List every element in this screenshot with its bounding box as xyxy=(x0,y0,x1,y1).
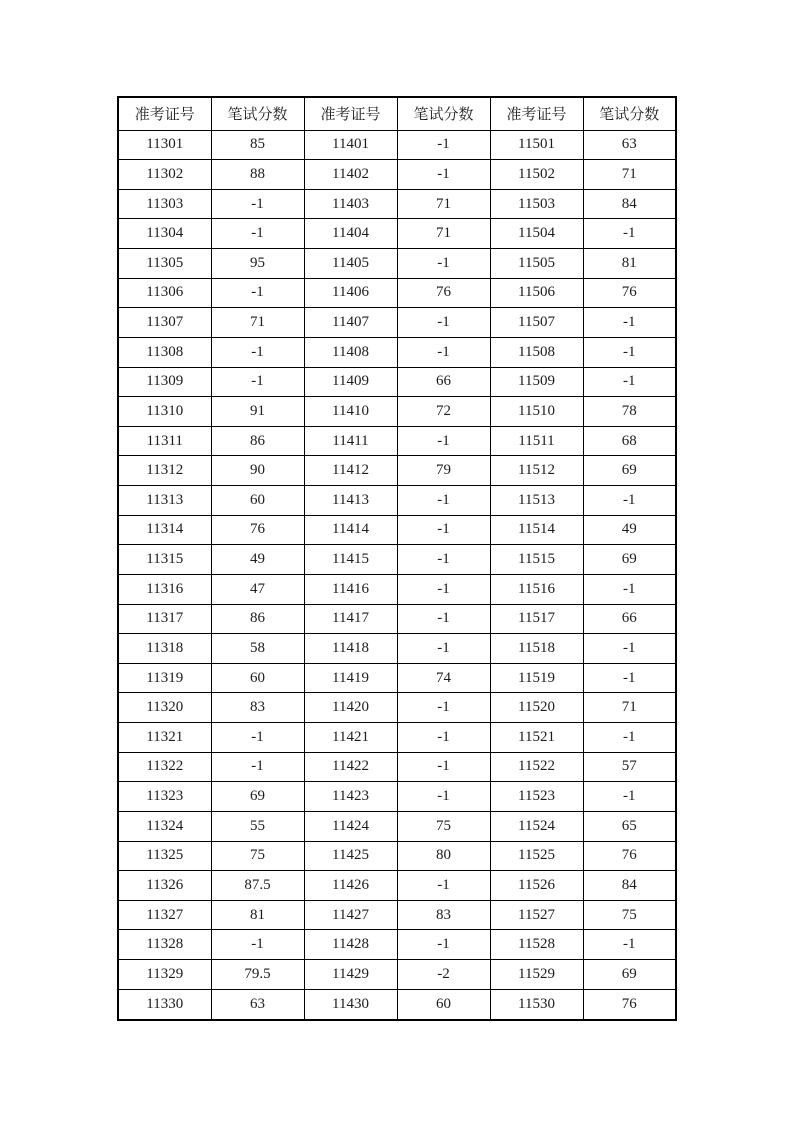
ticket-number-cell: 11303 xyxy=(118,189,211,219)
score-cell: -1 xyxy=(583,367,676,397)
score-cell: 91 xyxy=(211,397,304,427)
score-cell: 86 xyxy=(211,604,304,634)
table-row xyxy=(118,249,676,279)
table-row xyxy=(118,545,676,575)
ticket-number-cell: 11401 xyxy=(304,130,397,160)
ticket-number-cell: 11425 xyxy=(304,841,397,871)
table-row xyxy=(118,723,676,753)
ticket-number-cell: 11423 xyxy=(304,782,397,812)
ticket-number-cell: 11313 xyxy=(118,486,211,516)
ticket-number-cell: 11405 xyxy=(304,249,397,279)
table-row xyxy=(118,456,676,486)
ticket-number-cell: 11315 xyxy=(118,545,211,575)
exam-score-table xyxy=(117,96,677,1021)
ticket-number-cell: 11527 xyxy=(490,900,583,930)
ticket-number-cell: 11502 xyxy=(490,160,583,190)
score-cell: 76 xyxy=(583,841,676,871)
score-cell: -1 xyxy=(397,249,490,279)
ticket-number-cell: 11327 xyxy=(118,900,211,930)
ticket-number-cell: 11507 xyxy=(490,308,583,338)
score-cell: 58 xyxy=(211,634,304,664)
table-row xyxy=(118,752,676,782)
ticket-number-cell: 11526 xyxy=(490,871,583,901)
score-cell: -1 xyxy=(397,426,490,456)
score-cell: -1 xyxy=(583,486,676,516)
ticket-number-cell: 11409 xyxy=(304,367,397,397)
score-cell: -1 xyxy=(397,515,490,545)
score-cell: 81 xyxy=(211,900,304,930)
table-row xyxy=(118,960,676,990)
ticket-number-cell: 11413 xyxy=(304,486,397,516)
ticket-number-cell: 11316 xyxy=(118,574,211,604)
ticket-number-cell: 11430 xyxy=(304,989,397,1020)
ticket-number-cell: 11512 xyxy=(490,456,583,486)
ticket-number-cell: 11319 xyxy=(118,663,211,693)
score-cell: 66 xyxy=(583,604,676,634)
ticket-number-cell: 11420 xyxy=(304,693,397,723)
score-cell: -1 xyxy=(583,574,676,604)
ticket-number-cell: 11322 xyxy=(118,752,211,782)
score-cell: 60 xyxy=(211,663,304,693)
ticket-number-cell: 11508 xyxy=(490,337,583,367)
score-cell: 71 xyxy=(211,308,304,338)
score-cell: -1 xyxy=(397,545,490,575)
score-cell: 85 xyxy=(211,130,304,160)
ticket-number-cell: 11428 xyxy=(304,930,397,960)
ticket-number-cell: 11501 xyxy=(490,130,583,160)
table-row xyxy=(118,782,676,812)
table-row xyxy=(118,397,676,427)
ticket-number-cell: 11518 xyxy=(490,634,583,664)
ticket-number-cell: 11417 xyxy=(304,604,397,634)
score-cell: -1 xyxy=(583,308,676,338)
ticket-number-cell: 11308 xyxy=(118,337,211,367)
score-cell: 71 xyxy=(583,693,676,723)
score-cell: -1 xyxy=(397,693,490,723)
ticket-number-cell: 11310 xyxy=(118,397,211,427)
ticket-number-cell: 11317 xyxy=(118,604,211,634)
ticket-number-cell: 11320 xyxy=(118,693,211,723)
score-cell: 63 xyxy=(583,130,676,160)
ticket-number-cell: 11513 xyxy=(490,486,583,516)
ticket-number-cell: 11403 xyxy=(304,189,397,219)
score-cell: 71 xyxy=(397,219,490,249)
ticket-number-cell: 11328 xyxy=(118,930,211,960)
score-cell: -1 xyxy=(397,723,490,753)
score-cell: -1 xyxy=(583,337,676,367)
ticket-number-cell: 11514 xyxy=(490,515,583,545)
score-cell: -1 xyxy=(583,782,676,812)
ticket-number-cell: 11503 xyxy=(490,189,583,219)
score-cell: 78 xyxy=(583,397,676,427)
ticket-number-cell: 11324 xyxy=(118,811,211,841)
ticket-number-cell: 11519 xyxy=(490,663,583,693)
score-cell: 71 xyxy=(583,160,676,190)
ticket-number-cell: 11505 xyxy=(490,249,583,279)
ticket-number-cell: 11402 xyxy=(304,160,397,190)
ticket-number-cell: 11421 xyxy=(304,723,397,753)
ticket-number-cell: 11525 xyxy=(490,841,583,871)
ticket-number-header: 准考证号 xyxy=(118,97,211,130)
score-cell: 83 xyxy=(211,693,304,723)
ticket-number-cell: 11330 xyxy=(118,989,211,1020)
score-cell: 76 xyxy=(583,989,676,1020)
table-header xyxy=(118,97,676,130)
score-cell: -1 xyxy=(211,278,304,308)
score-cell: -2 xyxy=(397,960,490,990)
ticket-number-cell: 11522 xyxy=(490,752,583,782)
score-cell: 80 xyxy=(397,841,490,871)
table-row xyxy=(118,663,676,693)
ticket-number-cell: 11429 xyxy=(304,960,397,990)
table-row xyxy=(118,811,676,841)
table-row xyxy=(118,219,676,249)
score-cell: -1 xyxy=(583,634,676,664)
ticket-number-cell: 11321 xyxy=(118,723,211,753)
score-cell: -1 xyxy=(397,160,490,190)
ticket-number-cell: 11305 xyxy=(118,249,211,279)
score-cell: -1 xyxy=(211,367,304,397)
ticket-number-cell: 11312 xyxy=(118,456,211,486)
score-cell: -1 xyxy=(397,871,490,901)
ticket-number-cell: 11326 xyxy=(118,871,211,901)
table-row xyxy=(118,693,676,723)
score-cell: -1 xyxy=(211,337,304,367)
score-cell: -1 xyxy=(397,634,490,664)
score-cell: 69 xyxy=(211,782,304,812)
ticket-number-cell: 11309 xyxy=(118,367,211,397)
ticket-number-cell: 11410 xyxy=(304,397,397,427)
ticket-number-cell: 11517 xyxy=(490,604,583,634)
table-row xyxy=(118,574,676,604)
score-cell: -1 xyxy=(211,189,304,219)
score-cell: 55 xyxy=(211,811,304,841)
score-cell: 83 xyxy=(397,900,490,930)
score-cell: -1 xyxy=(397,782,490,812)
ticket-number-cell: 11523 xyxy=(490,782,583,812)
score-cell: 84 xyxy=(583,189,676,219)
table-row xyxy=(118,367,676,397)
ticket-number-cell: 11414 xyxy=(304,515,397,545)
table-row xyxy=(118,308,676,338)
score-cell: -1 xyxy=(397,574,490,604)
table-row xyxy=(118,337,676,367)
score-cell: 75 xyxy=(397,811,490,841)
score-cell: 88 xyxy=(211,160,304,190)
score-cell: 75 xyxy=(583,900,676,930)
ticket-number-cell: 11504 xyxy=(490,219,583,249)
score-cell: 76 xyxy=(397,278,490,308)
score-cell: 60 xyxy=(211,486,304,516)
table-row xyxy=(118,634,676,664)
ticket-number-cell: 11530 xyxy=(490,989,583,1020)
ticket-number-cell: 11412 xyxy=(304,456,397,486)
score-header: 笔试分数 xyxy=(583,97,676,130)
score-cell: -1 xyxy=(211,219,304,249)
score-cell: -1 xyxy=(583,723,676,753)
ticket-number-cell: 11411 xyxy=(304,426,397,456)
score-cell: -1 xyxy=(397,337,490,367)
score-cell: 76 xyxy=(211,515,304,545)
ticket-number-cell: 11416 xyxy=(304,574,397,604)
score-cell: 60 xyxy=(397,989,490,1020)
ticket-number-cell: 11422 xyxy=(304,752,397,782)
ticket-number-cell: 11529 xyxy=(490,960,583,990)
ticket-number-cell: 11510 xyxy=(490,397,583,427)
ticket-number-cell: 11406 xyxy=(304,278,397,308)
score-cell: -1 xyxy=(397,130,490,160)
table-row xyxy=(118,130,676,160)
ticket-number-cell: 11506 xyxy=(490,278,583,308)
score-cell: 69 xyxy=(583,545,676,575)
table-row xyxy=(118,841,676,871)
ticket-number-cell: 11325 xyxy=(118,841,211,871)
ticket-number-cell: 11427 xyxy=(304,900,397,930)
score-cell: 81 xyxy=(583,249,676,279)
score-cell: 72 xyxy=(397,397,490,427)
table-row xyxy=(118,515,676,545)
score-cell: -1 xyxy=(583,663,676,693)
ticket-number-cell: 11323 xyxy=(118,782,211,812)
score-cell: 95 xyxy=(211,249,304,279)
ticket-number-cell: 11407 xyxy=(304,308,397,338)
table-row xyxy=(118,900,676,930)
score-header: 笔试分数 xyxy=(211,97,304,130)
table-row xyxy=(118,278,676,308)
score-cell: 86 xyxy=(211,426,304,456)
score-cell: 66 xyxy=(397,367,490,397)
score-cell: 49 xyxy=(211,545,304,575)
score-cell: 74 xyxy=(397,663,490,693)
ticket-number-cell: 11516 xyxy=(490,574,583,604)
ticket-number-cell: 11415 xyxy=(304,545,397,575)
table-row xyxy=(118,189,676,219)
score-cell: -1 xyxy=(211,723,304,753)
ticket-number-header: 准考证号 xyxy=(304,97,397,130)
score-cell: 69 xyxy=(583,456,676,486)
ticket-number-cell: 11419 xyxy=(304,663,397,693)
score-cell: -1 xyxy=(397,604,490,634)
ticket-number-cell: 11329 xyxy=(118,960,211,990)
score-cell: 65 xyxy=(583,811,676,841)
ticket-number-cell: 11311 xyxy=(118,426,211,456)
score-cell: 79.5 xyxy=(211,960,304,990)
table-body xyxy=(118,130,676,1020)
ticket-number-cell: 11520 xyxy=(490,693,583,723)
score-cell: 79 xyxy=(397,456,490,486)
score-cell: -1 xyxy=(583,930,676,960)
score-cell: 75 xyxy=(211,841,304,871)
ticket-number-cell: 11418 xyxy=(304,634,397,664)
ticket-number-cell: 11511 xyxy=(490,426,583,456)
score-cell: -1 xyxy=(583,219,676,249)
ticket-number-cell: 11301 xyxy=(118,130,211,160)
score-cell: 57 xyxy=(583,752,676,782)
ticket-number-cell: 11302 xyxy=(118,160,211,190)
score-cell: 84 xyxy=(583,871,676,901)
score-cell: 87.5 xyxy=(211,871,304,901)
score-cell: -1 xyxy=(211,930,304,960)
ticket-number-cell: 11304 xyxy=(118,219,211,249)
ticket-number-cell: 11509 xyxy=(490,367,583,397)
score-cell: 63 xyxy=(211,989,304,1020)
score-cell: 47 xyxy=(211,574,304,604)
score-cell: 90 xyxy=(211,456,304,486)
table-row xyxy=(118,604,676,634)
ticket-number-cell: 11426 xyxy=(304,871,397,901)
score-cell: -1 xyxy=(397,930,490,960)
table-row xyxy=(118,160,676,190)
ticket-number-cell: 11528 xyxy=(490,930,583,960)
ticket-number-cell: 11524 xyxy=(490,811,583,841)
ticket-number-cell: 11404 xyxy=(304,219,397,249)
table-row xyxy=(118,486,676,516)
table-row xyxy=(118,989,676,1020)
ticket-number-cell: 11314 xyxy=(118,515,211,545)
ticket-number-cell: 11424 xyxy=(304,811,397,841)
ticket-number-cell: 11521 xyxy=(490,723,583,753)
score-cell: 69 xyxy=(583,960,676,990)
table-row xyxy=(118,426,676,456)
score-cell: -1 xyxy=(211,752,304,782)
ticket-number-cell: 11306 xyxy=(118,278,211,308)
header-row xyxy=(118,97,676,130)
score-cell: 68 xyxy=(583,426,676,456)
score-cell: 71 xyxy=(397,189,490,219)
score-cell: -1 xyxy=(397,486,490,516)
ticket-number-cell: 11307 xyxy=(118,308,211,338)
score-header: 笔试分数 xyxy=(397,97,490,130)
table-row xyxy=(118,871,676,901)
ticket-number-header: 准考证号 xyxy=(490,97,583,130)
score-cell: 76 xyxy=(583,278,676,308)
table-row xyxy=(118,930,676,960)
score-cell: 49 xyxy=(583,515,676,545)
score-cell: -1 xyxy=(397,308,490,338)
score-cell: -1 xyxy=(397,752,490,782)
ticket-number-cell: 11408 xyxy=(304,337,397,367)
ticket-number-cell: 11515 xyxy=(490,545,583,575)
ticket-number-cell: 11318 xyxy=(118,634,211,664)
